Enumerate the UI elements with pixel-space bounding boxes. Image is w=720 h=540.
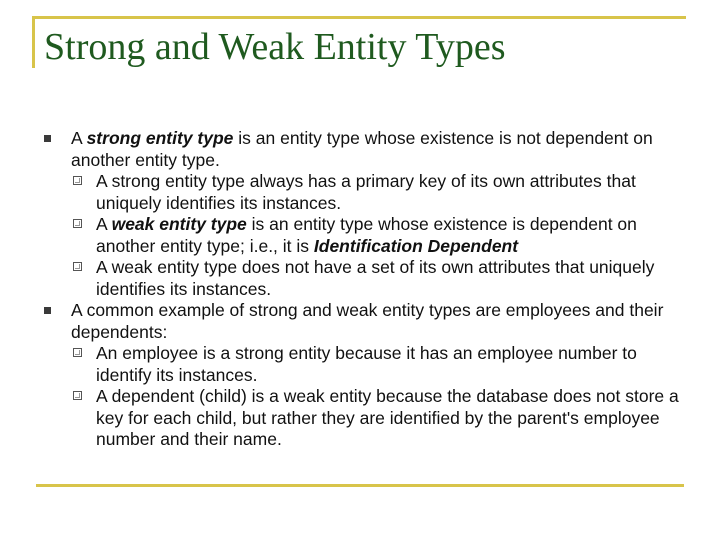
top-rule [32,16,686,19]
bottom-rule [36,484,684,487]
sub-bullet-text: A dependent (child) is a weak entity because the database does not store a key for each child, but rather they are identified by the parent's employee number and their name. [96,386,679,449]
square-bullet-icon [44,307,51,314]
sub-bullet-text: An employee is a strong entity because it has an employee number to identify its instances. [96,343,637,385]
slide-title: Strong and Weak Entity Types [44,26,506,68]
sub-bullet-weak-attributes [44,257,684,300]
emphasis-text: weak entity type [111,214,247,234]
sub-bullet-text: A strong entity type always has a primary key of its own attributes that uniquely identifies its instances. [96,171,636,213]
emphasis-text: Identification Dependent [313,235,519,256]
sub-bullet-employee [44,343,684,386]
hollow-square-bullet-icon [73,348,82,357]
slide-body [44,128,684,451]
square-bullet-icon [44,135,51,142]
hollow-square-bullet-icon [73,219,82,228]
sub-bullet-text: is an entity type whose existence is dependent on another entity type; i.e., it is [96,214,637,256]
sub-bullet-text: A weak entity type does not have a set of its own attributes that uniquely identifies its instances. [96,257,655,299]
hollow-square-bullet-icon [73,176,82,185]
bullet-text: A common example of strong and weak entity types are employees and their dependents: [71,300,664,342]
bullet-strong-entity [44,128,684,171]
sub-bullet-primary-key [44,171,684,214]
emphasis-text: strong entity type [86,128,234,148]
sub-bullet-weak-entity [44,214,684,257]
hollow-square-bullet-icon [73,391,82,400]
bullet-text: A [71,128,87,148]
sub-bullet-text: A [96,214,112,234]
sub-bullet-dependent [44,386,684,451]
left-rule [32,16,35,68]
bullet-text: is an entity type whose existence is not dependent on another entity type. [71,128,653,170]
hollow-square-bullet-icon [73,262,82,271]
bullet-common-example [44,300,684,343]
